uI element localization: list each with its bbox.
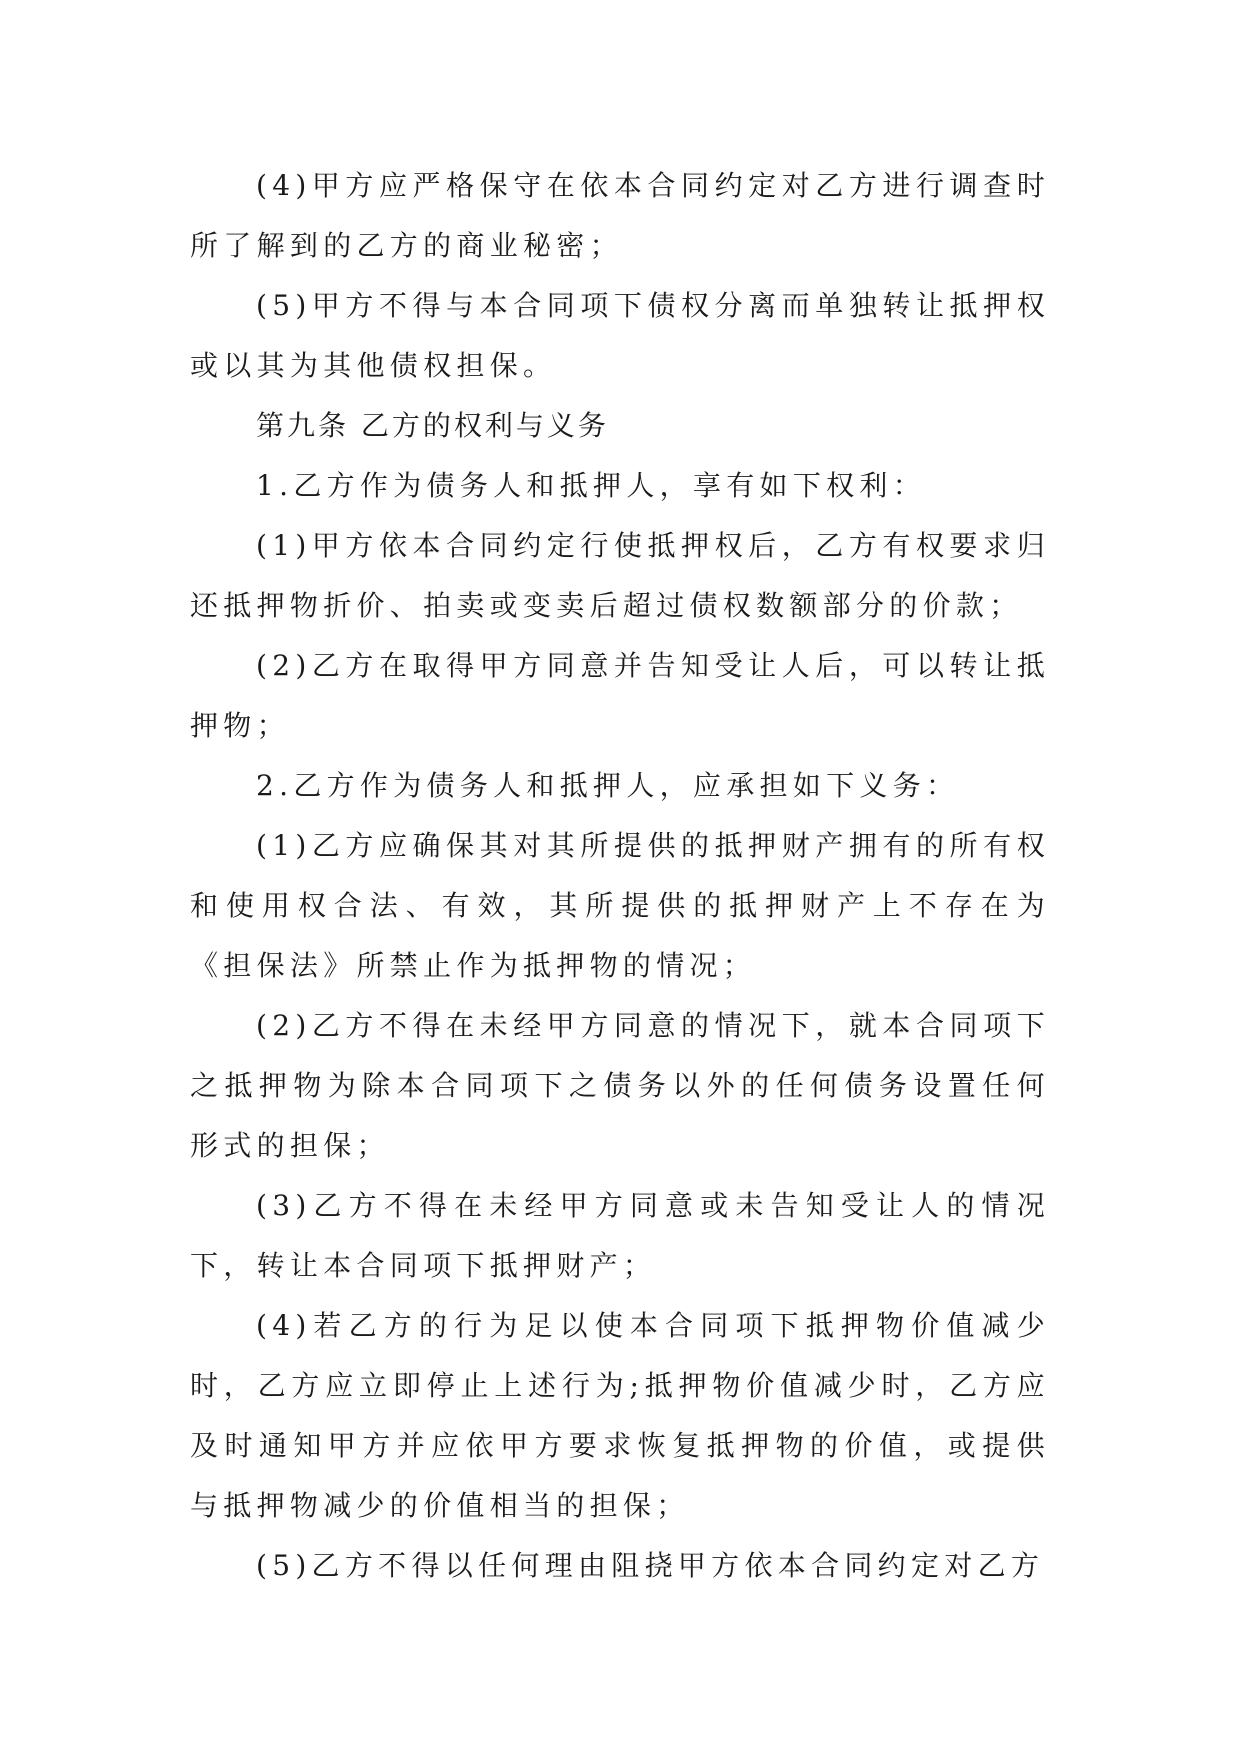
document-body [190,156,1050,1596]
paragraph-clause-8-item-4: (4)甲方应严格保守在依本合同约定对乙方进行调查时所了解到的乙方的商业秘密； [190,169,1050,262]
paragraph-obligations-item-1: (1)乙方应确保其对其所提供的抵押财产拥有的所有权和使用权合法、有效，其所提供的抵押财产上不存在为《担保法》所禁止作为抵押物的情况； [190,829,1050,982]
paragraph-clause-8-item-5: (5)甲方不得与本合同项下债权分离而单独转让抵押权或以其为其他债权担保。 [190,289,1050,382]
paragraph-rights-item-1: (1)甲方依本合同约定行使抵押权后，乙方有权要求归还抵押物折价、拍卖或变卖后超过债权数额部分的价款； [190,529,1050,622]
section-heading-clause-9: 第九条 乙方的权利与义务 [256,409,609,442]
paragraph-obligations-item-2: (2)乙方不得在未经甲方同意的情况下，就本合同项下之抵押物为除本合同项下之债务以外的任何债务设置任何形式的担保； [190,1009,1050,1162]
paragraph-obligations-item-4: (4)若乙方的行为足以使本合同项下抵押物价值减少时，乙方应立即停止上述行为;抵押物价值减少时，乙方应及时通知甲方并应依甲方要求恢复抵押物的价值，或提供与抵押物减少的价值相当的担保； [190,1309,1050,1522]
paragraph-obligations-intro: 2.乙方作为债务人和抵押人，应承担如下义务： [256,769,960,802]
paragraph-obligations-item-3: (3)乙方不得在未经甲方同意或未告知受让人的情况下，转让本合同项下抵押财产； [190,1189,1050,1282]
paragraph-rights-item-2: (2)乙方在取得甲方同意并告知受让人后，可以转让抵押物； [190,649,1050,742]
paragraph-obligations-item-5: (5)乙方不得以任何理由阻挠甲方依本合同约定对乙方 [256,1549,1045,1582]
paragraph-rights-intro: 1.乙方作为债务人和抵押人，享有如下权利： [256,469,927,502]
